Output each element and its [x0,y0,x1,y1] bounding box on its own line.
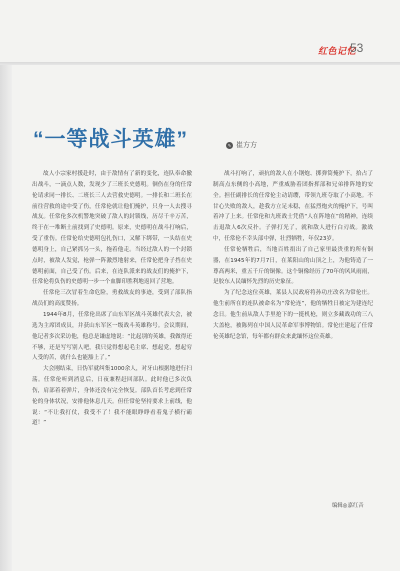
article-column-left [32,169,192,429]
author-name: 崔方方 [236,141,257,149]
paragraph: 故人小宗家村援赴时，由于敌情有了新的变化，连队奉命撤出战斗，一滴点人数，发现少了三班长史德明。徊伤在身的任常伦请求同一排长、二班长三人去营救史德明。一排长和二班长在前往营救的途中受了伤，任常伦就让他们掩护，只身一人去搜寻战友。任常伦多次机警地突破了敌人的封锁线，历尽千辛万苦，终于在一堆断土前找到了史德明。原来，史德明在战斗打响后，受了重伤。任常伦给史德明包扎伤口，又解下绑带，一头结在史德明身上，自己紧抓另一头，拖着他走。当经过敌人的一个封锁点时，被敌人发觉，枪弹一阵激烈地射来，任常伦把身子挡在史德明前面，自己受了伤。后来，在连队派来的战友们的掩护下，任常伦将负伤的史德明一步一个血脚印胜利地返回了营地。 [32,171,192,286]
header-divider [0,62,400,65]
page-number: 53 [350,41,364,55]
page-gutter-shadow [0,65,12,571]
paragraph: 为了纪念这位英雄，莱县人民政府将孙功庄改名为常伦庄。他生前所在的连队被命名为“常伦连”，他的牺牲日被定为建连纪念日。他生前从敌人手里抢下的一挺机枪，则立多藏战功的三八大盖枪，被陈列在中国人民革命军事博物馆。常伦庄建起了任常伦英雄纪念馆，每年都有群众来此缅怀这位英雄。 [213,290,373,340]
author-byline [226,140,257,150]
paragraph: 任常伦牺牲后，当地百姓捐出了自己家里最贵重的所有铜器，在1945年的7月7日，在莱阳山的山顶之上，为他铸造了一尊高两米，重五千斤的铜像。这个铜像经历了70年的风风雨雨，是胶东人民缅怀先烈的历史象征。 [213,246,373,286]
article-title: “一等战斗英雄” [33,128,188,151]
paragraph: 大会刚结束，日伪军就纠集1000余人，对牙山根据地进行扫荡。任常伦听到消息后，日夜兼程赶回部队。此时他已多次负伤，肩部着着弹片，身体还没有完全恢复。部队首长考虑到任常伦的身体状况，安排他休息几天。但任常伦坚持要求上前线，他说：“不让我打仗，我受不了！我不能眼睁睁看着鬼子横行霸道！” [32,366,192,427]
paragraph: 战斗打响了，顽抗的敌人在小钢炮、掷弹筒掩护下，拾占了制高点东侧的小高地，严重威胁着团指挥部和兄弟排阵地的安全。担任副排长的任常伦主动请缨，带领九班夺取了小高地。不甘心失败的敌人，趁我方立足未稳，在猛烈炮火的掩护下，号叫着冲了上来。任常伦和九班战士凭借“人在阵地在”的精神，连续击退敌人6次反扑。子弹打光了，就和敌人进行白刃战。激战中，任常伦不幸头部中弹，壮烈牺牲，年仅23岁。 [213,171,373,243]
editor-credit: 编辑◎嘉红音 [332,503,364,509]
article-column-right [213,169,373,343]
author-pen-icon: ✎ [227,142,232,148]
paragraph: 任常伦三次冒着生命危险，勇救战友的事迹，受到了部队指战员们的高度赞扬。 [32,290,192,308]
paragraph: 1944年8月，任常伦出席了山东军区战斗英雄代表大会，被选为主席团成员，并获山东军区一级战斗英雄称号。会议期间，他记者多次采访他，他总是谦虚地说：“比起别的英雄，我做得还不够，还是写写别人吧，我只觉得想起毛主席、想起党，想起穷人受的苦，就什么也能豁上了。” [32,311,192,362]
section-tag: 红色记忆 [318,47,357,57]
